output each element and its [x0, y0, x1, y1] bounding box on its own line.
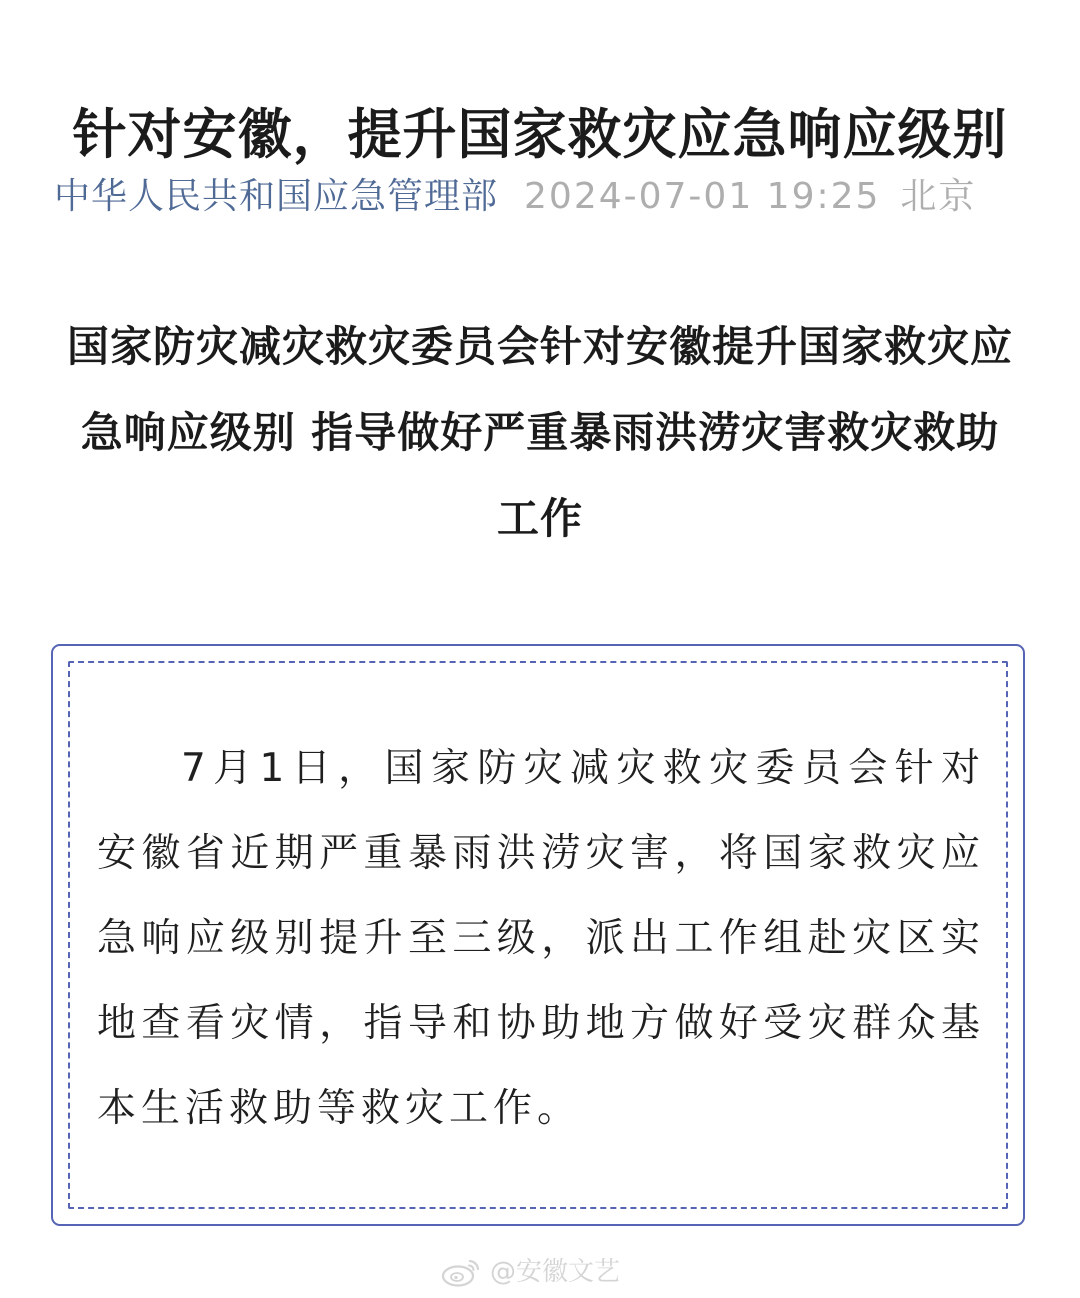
publish-location: 北京: [900, 176, 977, 217]
article-title: 针对安徽，提升国家救灾应急响应级别: [72, 103, 1008, 167]
watermark: [440, 1252, 620, 1292]
watermark-text: @安徽文艺: [490, 1257, 621, 1287]
weibo-icon: [440, 1257, 482, 1287]
article-meta: [54, 172, 976, 222]
article-subtitle: 国家防灾减灾救灾委员会针对安徽提升国家救灾应急响应级别 指导做好严重暴雨洪涝灾害救灾救助工作: [66, 322, 1013, 543]
source-link[interactable]: 中华人民共和国应急管理部: [54, 176, 499, 217]
article-body: 7月1日，国家防灾减灾救灾委员会针对安徽省近期严重暴雨洪涝灾害，将国家救灾应急响应级别提升至三级，派出工作组赴灾区实地查看灾情，指导和协助地方做好受灾群众基本生活救助等救灾工作。: [97, 746, 985, 1131]
publish-datetime: 2024-07-01 19:25: [524, 176, 881, 217]
content-box: [51, 644, 1025, 1226]
